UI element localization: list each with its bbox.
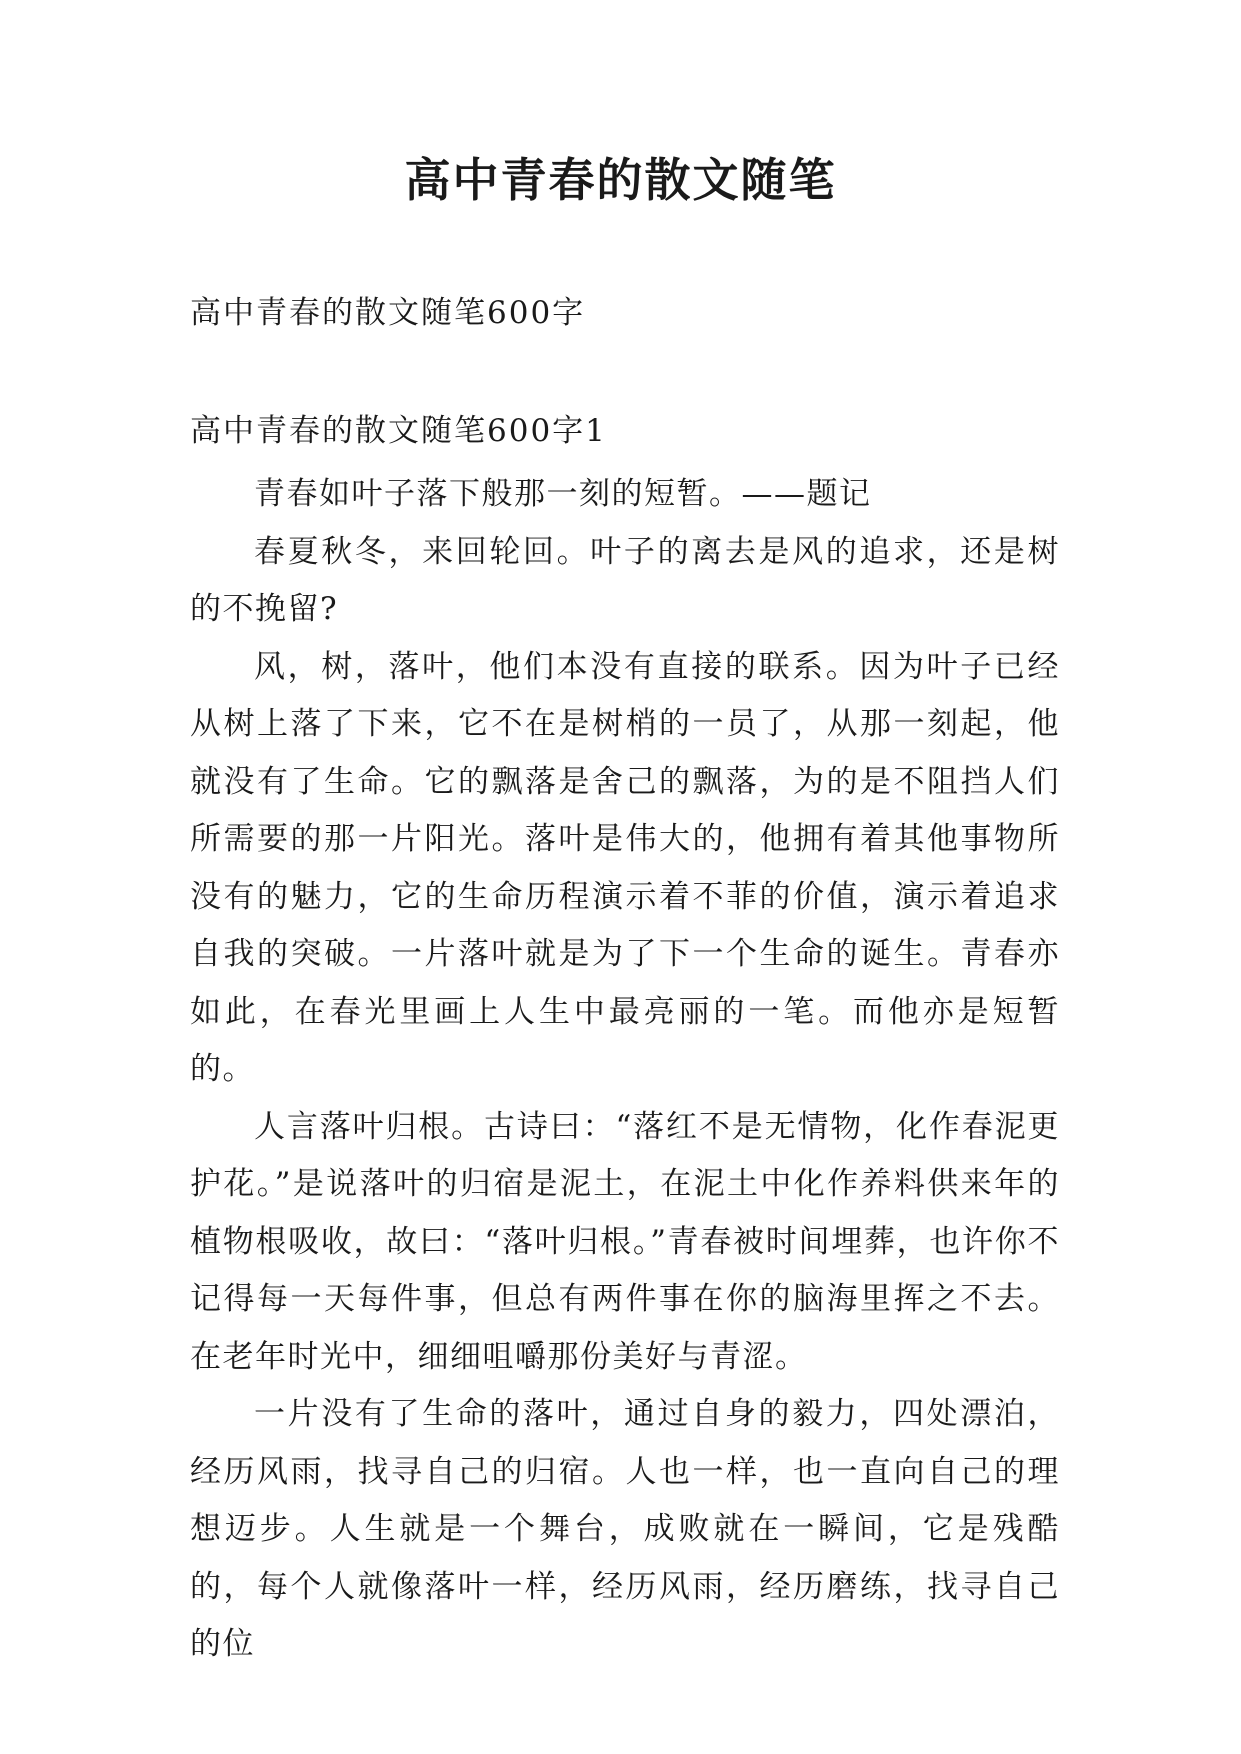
page-title: 高中青春的散文随笔 (404, 153, 837, 207)
document-body (190, 466, 1060, 1674)
paragraph: 人言落叶归根。古诗曰：“落红不是无情物，化作春泥更护花。”是说落叶的归宿是泥土，在泥土中化作养料供来年的植物根吸收，故曰：“落叶归根。”青春被时间埋葬，也许你不记得每一天每件事，但总有两件事在你的脑海里挥之不去。在老年时光中，细细咀嚼那份美好与青涩。 (190, 1108, 1060, 1375)
paragraph: 春夏秋冬，来回轮回。叶子的离去是风的追求，还是树的不挽留? (190, 533, 1060, 627)
document-subtitle: 高中青春的散文随笔600字 (190, 295, 586, 331)
section-heading: 高中青春的散文随笔600字1 (190, 413, 607, 449)
paragraph: 一片没有了生命的落叶，通过自身的毅力，四处漂泊，经历风雨，找寻自己的归宿。人也一样，也一直向自己的理想迈步。人生就是一个舞台，成败就在一瞬间，它是残酷的，每个人就像落叶一样，经历风雨，经历磨练，找寻自己的位 (190, 1396, 1060, 1662)
paragraph: 风，树，落叶，他们本没有直接的联系。因为叶子已经从树上落了下来，它不在是树梢的一员了，从那一刻起，他就没有了生命。它的飘落是舍己的飘落，为的是不阻挡人们所需要的那一片阳光。落叶是伟大的，他拥有着其他事物所没有的魅力，它的生命历程演示着不菲的价值，演示着追求自我的突破。一片落叶就是为了下一个生命的诞生。青春亦如此，在春光里画上人生中最亮丽的一笔。而他亦是短暂的。 (190, 648, 1060, 1087)
paragraph: 青春如叶子落下般那一刻的短暂。——题记 (254, 476, 872, 512)
